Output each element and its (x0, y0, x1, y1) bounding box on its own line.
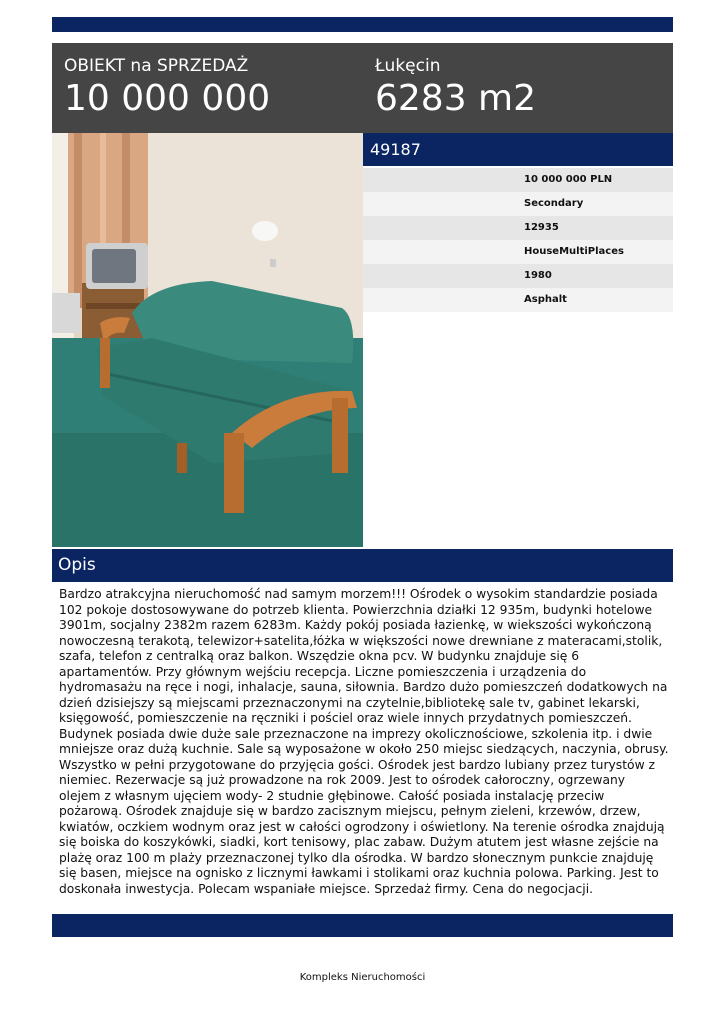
description-header (52, 549, 673, 582)
detail-row (363, 240, 673, 264)
bottom-accent-bar (52, 914, 673, 937)
detail-value: 10 000 000 PLN (524, 174, 613, 185)
details-list (363, 168, 673, 312)
offer-block (64, 55, 270, 119)
detail-row (363, 216, 673, 240)
listing-header (52, 43, 673, 133)
detail-value: HouseMultiPlaces (524, 246, 624, 257)
detail-value: Secondary (524, 198, 584, 209)
offer-label: OBIEKT na SPRZEDAŻ (64, 56, 249, 76)
location-block (375, 55, 536, 119)
description-text: Bardzo atrakcyjna nieruchomość nad samym morzem!!! Ośrodek o wysokim standardzie posiada 102 pokoje dostosowywane do potrzeb klienta. Powierzchnia działki 12 935m, budynki hotelowe 3901m, socjalny 2382m razem 6283m. Każdy pokój posiada łazienkę, w wiekszości wykończoną nowoczesną terakotą, telewizor+satelita,łóżka w większości nowe drewniane z materacami,stolik, szafa, telefon z centralką oraz balkon. Wszędzie okna pcv. W budynku znajduje się 6 apartamentów. Przy głównym wejściu recepcja. Liczne pomieszczenia i urządzenia do hydromasażu na ręce i nogi, inhalacje, sauna, siłownia. Bardzo dużo pomieszczeń dodatkowych na dzień dzisiejszy są miejscami przeznaczonymi na czytelnie,bibliotekę sale tv, gabinet lekarski, księgowość, pomieszczenie na ręczniki i pościel oraz wiele innych przydatnych pomieszczeń. Budynek posiada dwie duże sale przeznaczone na imprezy okolicznościowe, szkolenia itp. i dwie mniejsze oraz dużą kuchnie. Sale są wyposażone w około 250 miejsc siedzących, naczynia, obrusy. Wszystko w pełni przygotowane do przyjęcia gości. Ośrodek jest bardzo lubiany przez turystów z niemiec. Rezerwacje są już prowadzone na rok 2009. Jest to ośrodek całoroczny, ogrzewany olejem z własnym ujęciem wody- 2 studnie głębinowe. Całość posiada instalację przeciw pożarową. Ośrodek znajduje się w bardzo zacisznym miejscu, pełnym zieleni, krzewów, drzew, kwiatów, oczkiem wodnym oraz jest w całości ogrodzony i oświetlony. Na terenie ośrodka znajdują się boiska do koszykówki, siadki, kort tenisowy, plac zabaw. Dużym atutem jest własne zejście na plażę oraz 100 m plaży przeznaczonej tylko dla ośrodka. W bardzo słonecznym punkcie znajduję się basen, miejsce na ognisko z licznymi ławkami i stolikami oraz kuchnia polowa. Parking. Jest to doskonała inwestycja. Polecam wspaniałe miejsce. Sprzedaż firmy. Cena do negocjacji. (59, 587, 669, 896)
listing-id: 49187 (370, 140, 421, 159)
detail-row (363, 264, 673, 288)
property-photo (52, 133, 363, 547)
detail-row (363, 168, 673, 192)
price-value: 10 000 000 (64, 78, 271, 119)
detail-row (363, 192, 673, 216)
footer-company: Kompleks Nieruchomości (299, 972, 426, 983)
detail-value: 1980 (524, 270, 552, 281)
top-accent-bar (52, 17, 673, 32)
detail-value: Asphalt (524, 294, 567, 305)
detail-value: 12935 (524, 222, 559, 233)
area-value: 6283 m2 (375, 78, 537, 119)
detail-row (363, 288, 673, 312)
listing-id-bar (363, 133, 673, 166)
description-title: Opis (58, 555, 96, 575)
city-label: Łukęcin (375, 56, 441, 76)
